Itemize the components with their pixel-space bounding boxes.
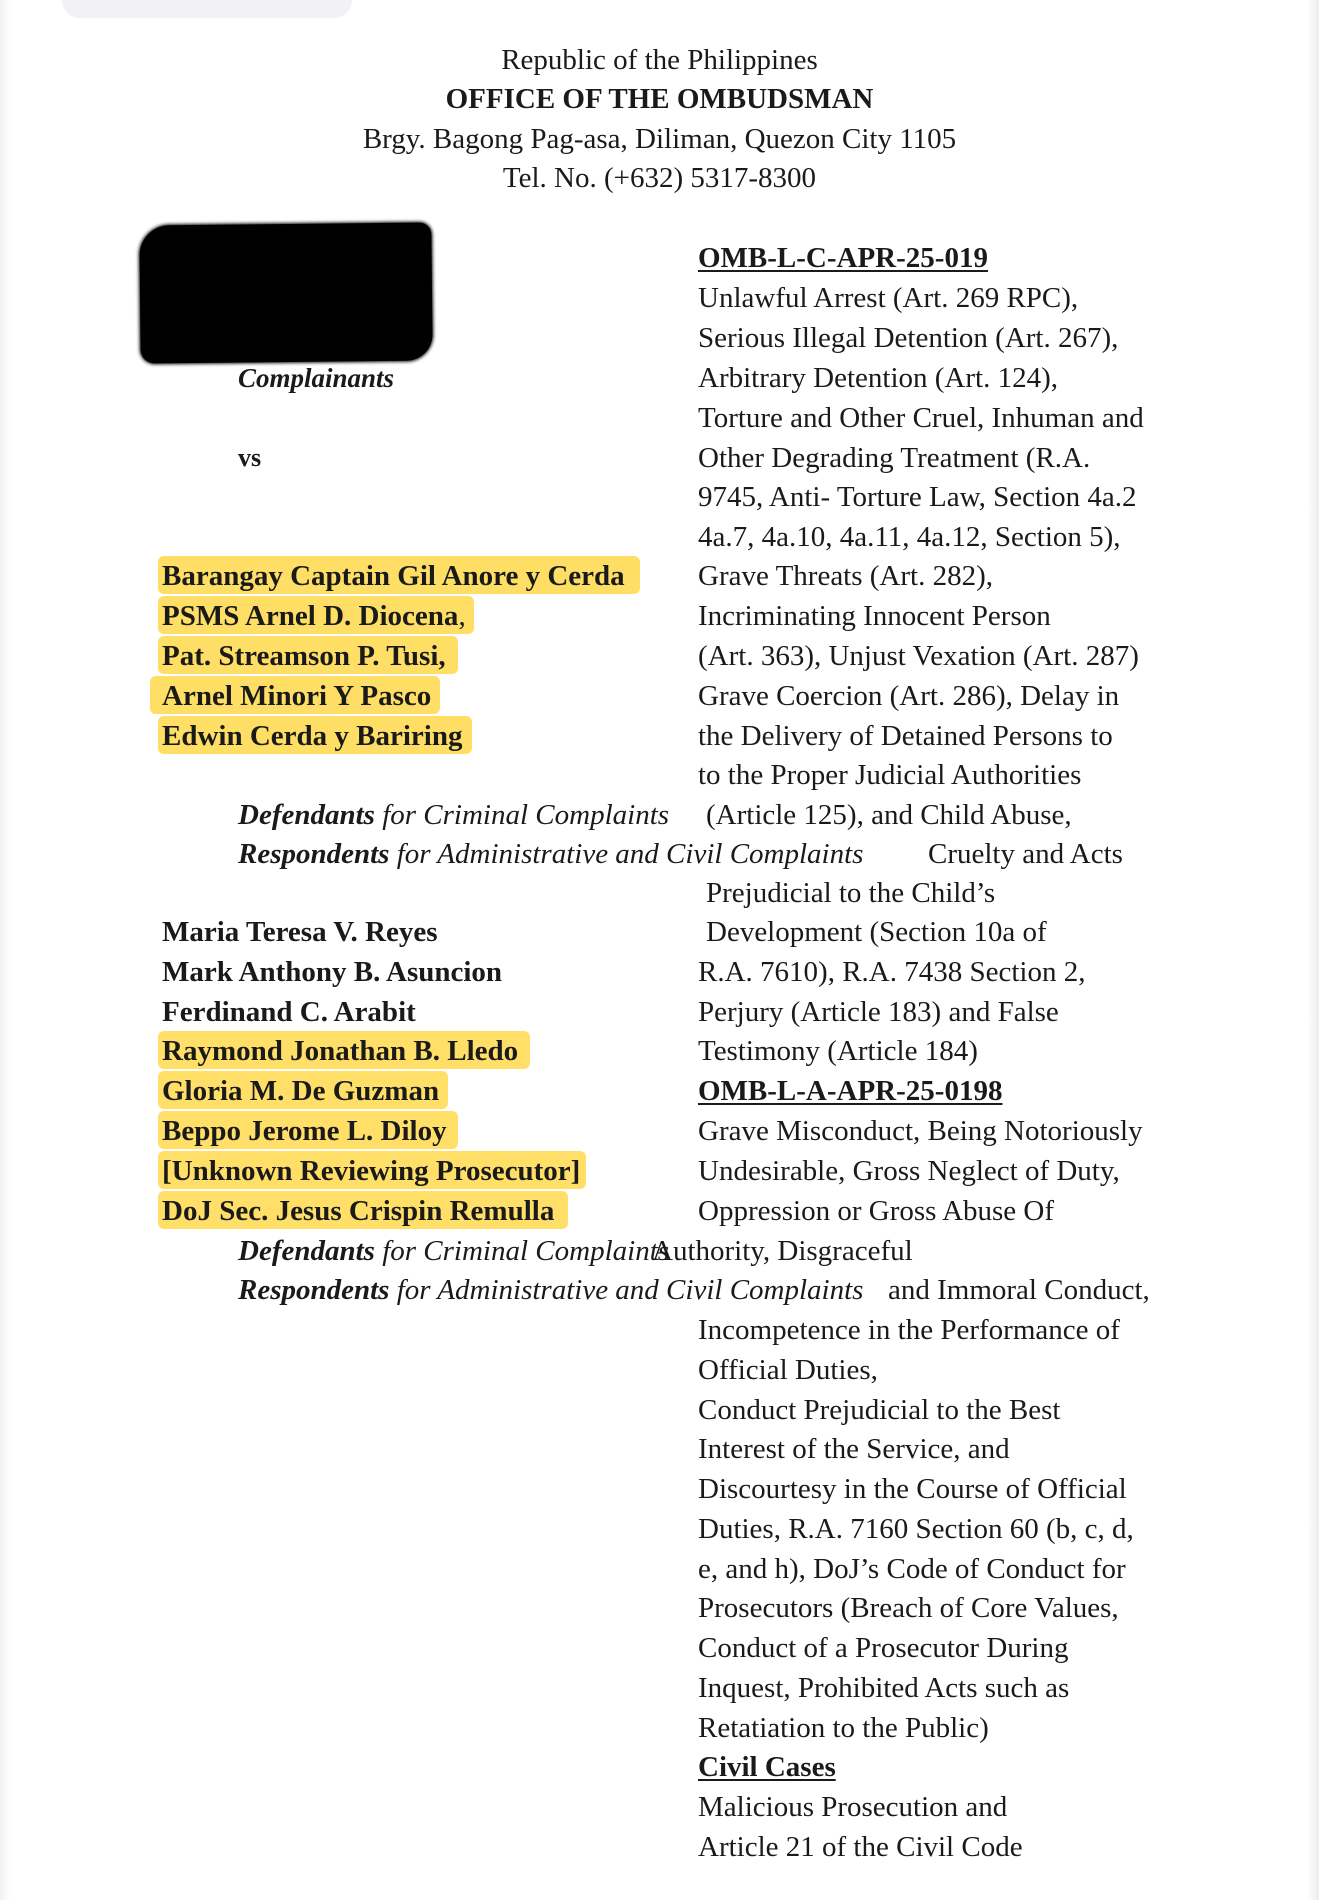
charge-line: (Art. 363), Unjust Vexation (Art. 287) (698, 640, 1139, 672)
charge-line: Authority, Disgraceful (652, 1235, 913, 1267)
charge-line: Prosecutors (Breach of Core Values, (698, 1592, 1119, 1624)
respondent-name: Arnel Minori Y Pasco (162, 680, 432, 712)
charge-line: Arbitrary Detention (Art. 124), (698, 362, 1058, 394)
respondents-caption: Respondents for Administrative and Civil Complaints (238, 838, 864, 870)
charge-line: Oppression or Gross Abuse Of (698, 1195, 1055, 1227)
case-number: OMB-L-C-APR-25-019 (698, 242, 988, 274)
charge-line: Incriminating Innocent Person (698, 600, 1051, 632)
charge-line: Testimony (Article 184) (698, 1035, 978, 1067)
respondent-name: PSMS Arnel D. Diocena, (162, 600, 466, 632)
charge-line: Incompetence in the Performance of (698, 1314, 1120, 1346)
defendants-caption: Defendants for Criminal Complaints (238, 799, 670, 831)
charge-line: Development (Section 10a of (706, 916, 1047, 948)
charge-line: e, and h), DoJ’s Code of Conduct for (698, 1553, 1126, 1585)
charge-line: Undesirable, Gross Neglect of Duty, (698, 1155, 1120, 1187)
charge-line: 4a.7, 4a.10, 4a.11, 4a.12, Section 5), (698, 521, 1121, 553)
respondent-name: Ferdinand C. Arabit (162, 996, 416, 1028)
charge-line: Prejudicial to the Child’s (706, 877, 996, 909)
charge-line: Unlawful Arrest (Art. 269 RPC), (698, 282, 1079, 314)
respondent-name: Mark Anthony B. Asuncion (162, 956, 503, 988)
charge-line: Article 21 of the Civil Code (698, 1831, 1023, 1863)
charge-line: Interest of the Service, and (698, 1433, 1010, 1465)
charge-line: and Immoral Conduct, (888, 1274, 1150, 1306)
charge-line: Torture and Other Cruel, Inhuman and (698, 402, 1144, 434)
respondent-name: Gloria M. De Guzman (162, 1075, 440, 1107)
header-address: Brgy. Bagong Pag-asa, Diliman, Quezon City 1105 (362, 123, 957, 155)
charge-line: the Delivery of Detained Persons to (698, 720, 1113, 752)
charge-line: Discourtesy in the Course of Official (698, 1473, 1127, 1505)
charge-line: Grave Misconduct, Being Notoriously (698, 1115, 1143, 1147)
redaction-block (139, 222, 432, 363)
charge-line: Conduct of a Prosecutor During (698, 1632, 1069, 1664)
charge-line: Other Degrading Treatment (R.A. (698, 442, 1091, 474)
defendants-caption: Defendants for Criminal Complaints (238, 1235, 670, 1267)
charge-line: Grave Coercion (Art. 286), Delay in (698, 680, 1120, 712)
respondent-name: Beppo Jerome L. Diloy (162, 1115, 447, 1147)
civil-cases-heading: Civil Cases (698, 1751, 836, 1783)
charge-line: Perjury (Article 183) and False (698, 996, 1059, 1028)
page-edge-right (1307, 0, 1319, 1900)
charge-line: Duties, R.A. 7160 Section 60 (b, c, d, (698, 1513, 1134, 1545)
respondent-name: Barangay Captain Gil Anore y Cerda (162, 560, 625, 592)
charge-line: Retatiation to the Public) (698, 1712, 989, 1744)
complainants-label: Complainants (238, 363, 395, 393)
header-office: OFFICE OF THE OMBUDSMAN (445, 83, 874, 115)
top-tab (62, 0, 352, 18)
charge-line: 9745, Anti- Torture Law, Section 4a.2 (698, 481, 1137, 513)
charge-line: Malicious Prosecution and (698, 1791, 1008, 1823)
respondent-name: Raymond Jonathan B. Lledo (162, 1035, 519, 1067)
charge-line: Official Duties, (698, 1354, 878, 1386)
charge-line: Grave Threats (Art. 282), (698, 560, 993, 592)
respondent-name: Pat. Streamson P. Tusi, (162, 640, 446, 672)
charge-line: (Article 125), and Child Abuse, (706, 799, 1072, 831)
case-number: OMB-L-A-APR-25-0198 (698, 1075, 1003, 1107)
charge-line: Cruelty and Acts (928, 838, 1123, 870)
respondent-name: [Unknown Reviewing Prosecutor] (162, 1155, 581, 1187)
charge-line: Inquest, Prohibited Acts such as (698, 1672, 1070, 1704)
page-edge-left (0, 0, 10, 1900)
charge-line: Conduct Prejudicial to the Best (698, 1394, 1061, 1426)
header-republic: Republic of the Philippines (501, 44, 818, 76)
respondent-name: Maria Teresa V. Reyes (162, 916, 438, 948)
header-telephone: Tel. No. (+632) 5317-8300 (502, 162, 817, 194)
versus-label: vs (238, 443, 262, 472)
charge-line: Serious Illegal Detention (Art. 267), (698, 322, 1119, 354)
respondents-caption: Respondents for Administrative and Civil Complaints (238, 1274, 864, 1306)
charge-line: R.A. 7610), R.A. 7438 Section 2, (698, 956, 1086, 988)
charge-line: to the Proper Judicial Authorities (698, 759, 1082, 791)
respondent-name: Edwin Cerda y Bariring (162, 720, 463, 752)
respondent-name: DoJ Sec. Jesus Crispin Remulla (162, 1195, 555, 1227)
